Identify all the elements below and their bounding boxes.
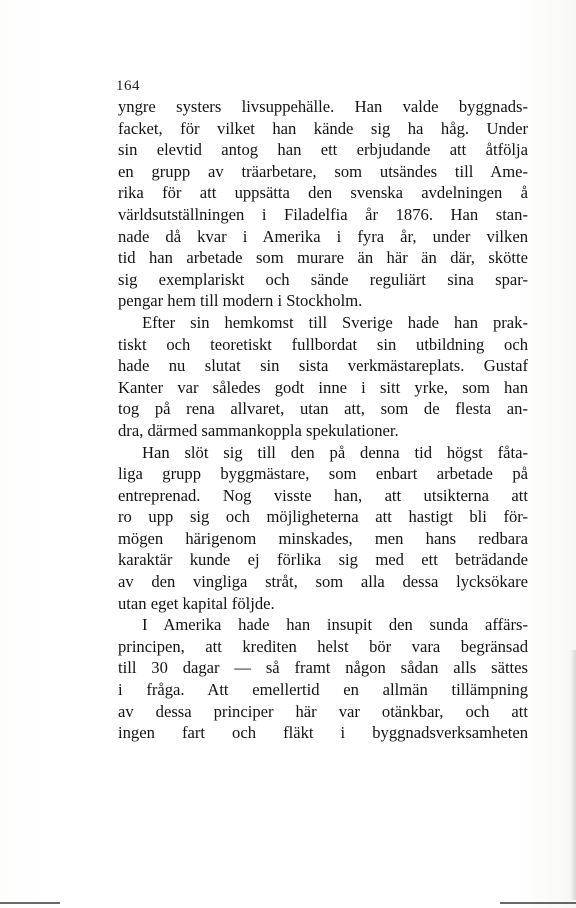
text-line: mögen härigenom minskades, men hans redbara [118,528,528,548]
text-line: Efter sin hemkomst till Sverige hade han prak- [142,312,528,332]
text-line: utan eget kapital följde. [118,593,275,613]
text-line: pengar hem till modern i Stockholm. [118,291,363,311]
text-line: karaktär kunde ej förlika sig med ett beträdande [118,550,528,570]
text-line: dra, därmed sammankoppla spekulationer. [118,420,399,440]
text-line: av den vingliga stråt, som alla dessa lycksökare [118,572,528,592]
text-line: I Amerika hade han insupit den sunda affärs- [142,615,528,635]
text-line: av dessa principer här var otänkbar, och att [118,701,528,721]
text-line: Kanter var således godt inne i sitt yrke, som han [118,377,528,397]
text-line: till 30 dagar — så framt någon sådan alls sättes [118,658,528,678]
text-line: tiskt och teoretiskt fullbordat sin utbildning och [118,334,528,354]
scan-edge-mark [0,902,60,904]
text-line: en grupp av träarbetare, som utsändes till Ame- [118,161,528,181]
text-line: entreprenad. Nog visste han, att utsikterna att [118,485,528,505]
text-line: rika för att uppsätta den svenska avdelningen å [118,183,528,203]
body-text [118,96,528,744]
text-line: yngre systers livsuppehälle. Han valde byggnads- [118,97,528,116]
text-line: världsutställningen i Filadelfia år 1876. Han stan- [118,204,528,224]
text-line: sin elevtid antog han ett erbjudande att åtfölja [118,140,528,160]
page-edge-shadow [570,650,576,900]
text-line: facket, för vilket han kände sig ha håg. Under [118,118,528,138]
text-line: tid han arbetade som murare än här än där, skötte [118,248,528,268]
text-line: Han slöt sig till den på denna tid högst fåta- [142,442,528,462]
text-line: hade nu slutat sin sista verkmästareplats. Gustaf [118,356,528,376]
scan-edge-mark [500,902,576,904]
text-line: principen, att krediten helst bör vara begränsad [118,636,528,656]
text-line: tog på rena allvaret, utan att, som de flesta an- [118,399,528,419]
text-line: sig exemplariskt och sände reguliärt sina spar- [118,269,528,289]
page-number: 164 [116,78,140,94]
text-line: ro upp sig och möjligheterna att hastigt bli för- [118,507,528,527]
text-line: liga grupp byggmästare, som enbart arbetade på [118,464,528,484]
text-line: ingen fart och fläkt i byggnadsverksamheten [118,723,528,743]
text-line: i fråga. Att emellertid en allmän tillämpning [118,680,528,700]
text-line: nade då kvar i Amerika i fyra år, under vilken [118,226,528,246]
